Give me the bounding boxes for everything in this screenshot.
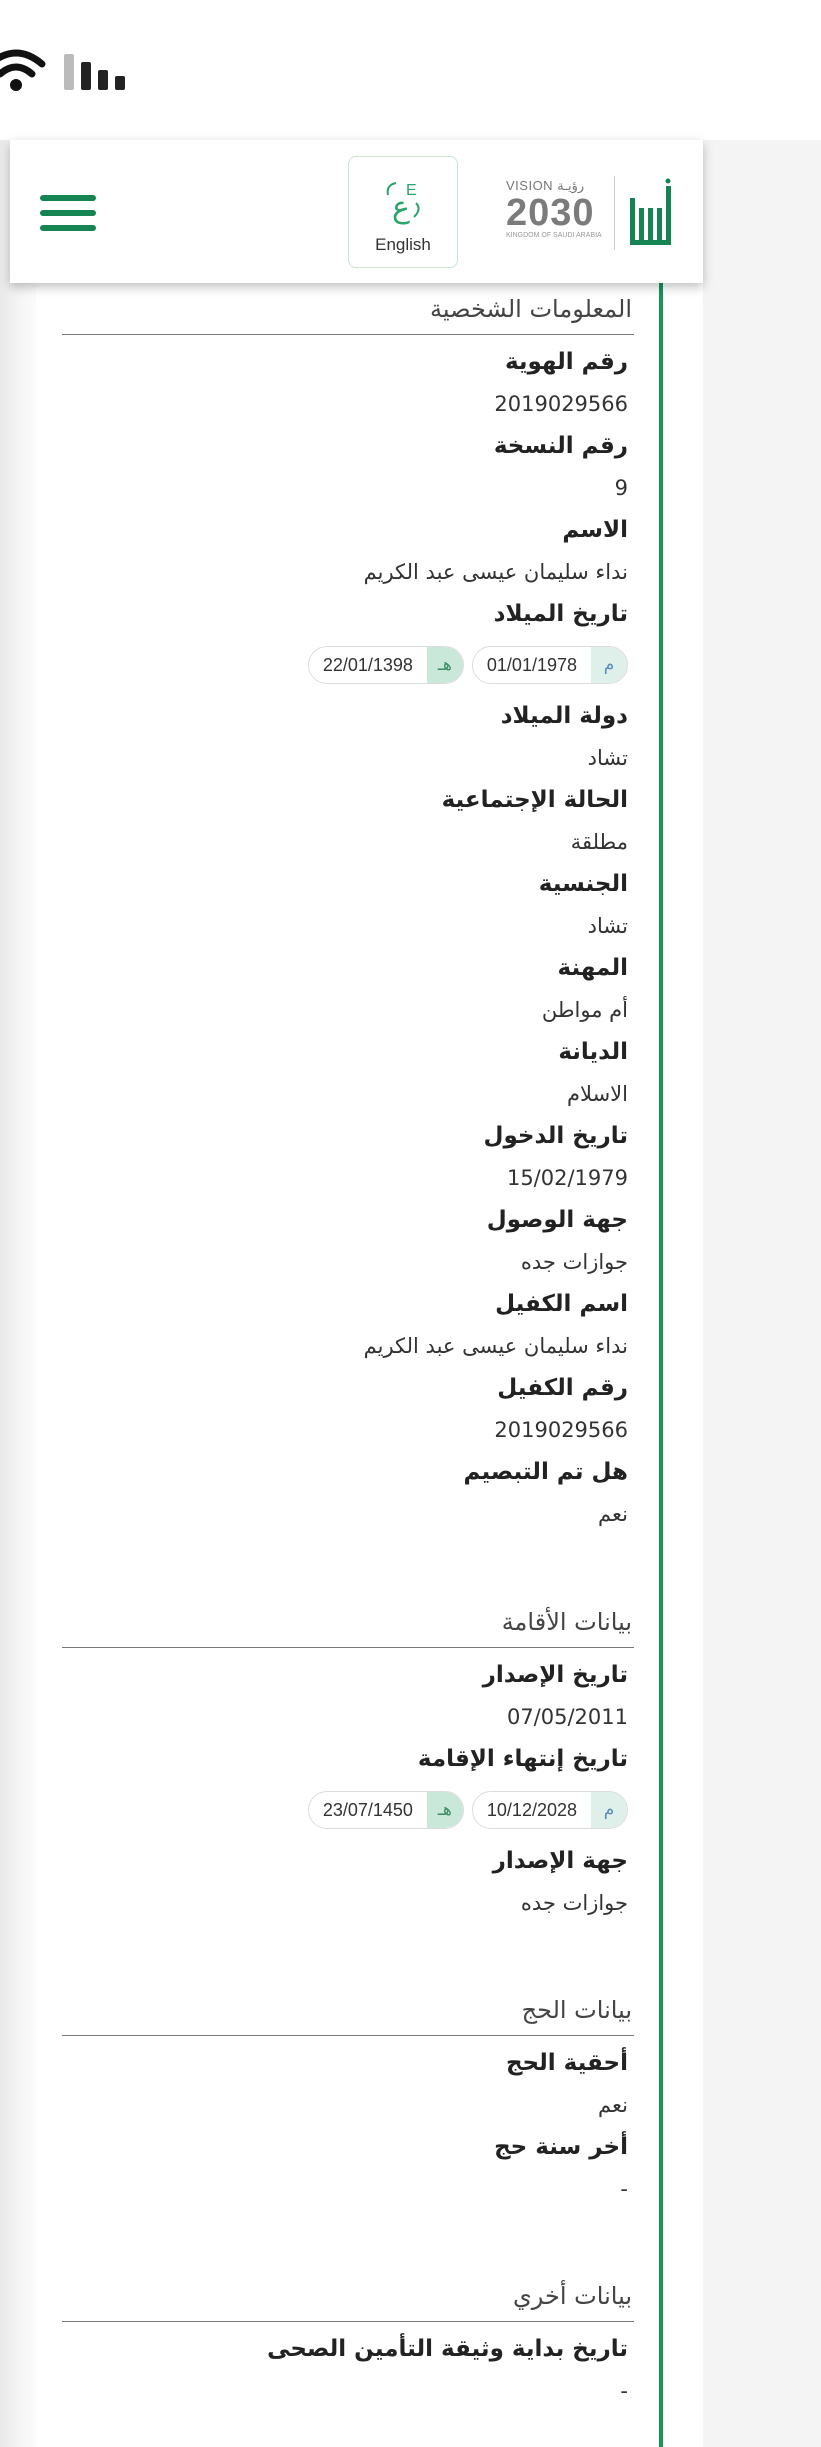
gregorian-date-pill: م 10/12/2028 — [472, 1791, 628, 1829]
last-hajj-year-value: - — [620, 2177, 628, 2201]
arrival-port-label: جهة الوصول — [486, 1207, 628, 1233]
version-number-label: رقم النسخة — [493, 433, 628, 459]
birth-date-label: تاريخ الميلاد — [493, 601, 628, 627]
sponsor-name-value: نداء سليمان عيسى عبد الكريم — [363, 1334, 628, 1358]
other-section — [62, 2270, 634, 2412]
wifi-icon — [0, 48, 46, 96]
hijri-date-pill: هـ 22/01/1398 — [308, 646, 464, 684]
hijri-date-pill: هـ 23/07/1450 — [308, 1791, 464, 1829]
insurance-start-label: تاريخ بداية وثيقة التأمين الصحى — [267, 2336, 628, 2362]
section-title: بيانات الحج — [62, 1984, 634, 2036]
hajj-section — [62, 1984, 634, 2210]
id-number-value: 2019029566 — [494, 392, 628, 416]
fingerprint-value: نعم — [598, 1502, 628, 1526]
app-header — [10, 140, 703, 283]
birth-date-values — [62, 635, 634, 695]
language-toggle-button[interactable] — [348, 156, 458, 268]
vision-2030-mark: 2030 — [506, 192, 595, 234]
birth-country-value: تشاد — [587, 746, 628, 770]
absher-logo — [624, 178, 684, 250]
issuer-value: جوازات جده — [520, 1891, 628, 1915]
personal-info-section — [62, 283, 634, 1535]
marital-status-value: مطلقة — [570, 830, 628, 854]
language-switch-icon — [349, 175, 457, 229]
expiry-date-label: تاريخ إنتهاء الإقامة — [417, 1746, 628, 1772]
insurance-start-value: - — [620, 2379, 628, 2403]
version-number-value: 9 — [614, 476, 628, 500]
menu-icon[interactable] — [40, 195, 96, 231]
marital-status-label: الحالة الإجتماعية — [441, 787, 628, 813]
language-label: English — [375, 235, 431, 254]
hajj-eligibility-label: أحقية الحج — [505, 2050, 628, 2076]
vision-2030-logo: VISION رؤيـة 2030 KINGDOM OF SAUDI ARABIA — [506, 178, 602, 239]
signal-icon — [64, 54, 125, 90]
entry-date-value: 15/02/1979 — [506, 1166, 628, 1190]
id-number-label: رقم الهوية — [504, 349, 628, 375]
section-title: بيانات أخري — [62, 2270, 634, 2322]
gregorian-date-pill: م 01/01/1978 — [472, 646, 628, 684]
section-title: المعلومات الشخصية — [62, 283, 634, 335]
svg-text:E: E — [406, 182, 417, 199]
fingerprint-label: هل تم التبصيم — [463, 1459, 628, 1485]
sponsor-name-label: اسم الكفيل — [495, 1291, 628, 1317]
expiry-date-values — [62, 1780, 634, 1840]
name-label: الاسم — [562, 517, 628, 543]
issue-date-value: 07/05/2011 — [506, 1705, 628, 1729]
sponsor-id-label: رقم الكفيل — [497, 1375, 628, 1401]
accent-border — [659, 283, 663, 2447]
issue-date-label: تاريخ الإصدار — [482, 1662, 628, 1688]
last-hajj-year-label: أخر سنة حج — [494, 2134, 628, 2160]
occupation-label: المهنة — [557, 955, 628, 981]
occupation-value: أم مواطن — [541, 998, 628, 1022]
section-title: بيانات الأقامة — [62, 1596, 634, 1648]
left-background — [0, 140, 36, 2447]
birth-country-label: دولة الميلاد — [500, 703, 628, 729]
arrival-port-value: جوازات جده — [520, 1250, 628, 1274]
sponsor-id-value: 2019029566 — [494, 1418, 628, 1442]
hajj-eligibility-value: نعم — [598, 2093, 628, 2117]
religion-value: الاسلام — [567, 1082, 628, 1106]
logo-divider — [614, 176, 615, 250]
nationality-label: الجنسية — [538, 871, 628, 897]
nationality-value: تشاد — [587, 914, 628, 938]
status-bar — [0, 0, 821, 140]
religion-label: الديانة — [558, 1039, 628, 1065]
entry-date-label: تاريخ الدخول — [483, 1123, 628, 1149]
right-background — [703, 140, 821, 2447]
name-value: نداء سليمان عيسى عبد الكريم — [363, 560, 628, 584]
issuer-label: جهة الإصدار — [492, 1848, 628, 1874]
residency-section — [62, 1596, 634, 1924]
svg-text:ع: ع — [392, 190, 410, 225]
